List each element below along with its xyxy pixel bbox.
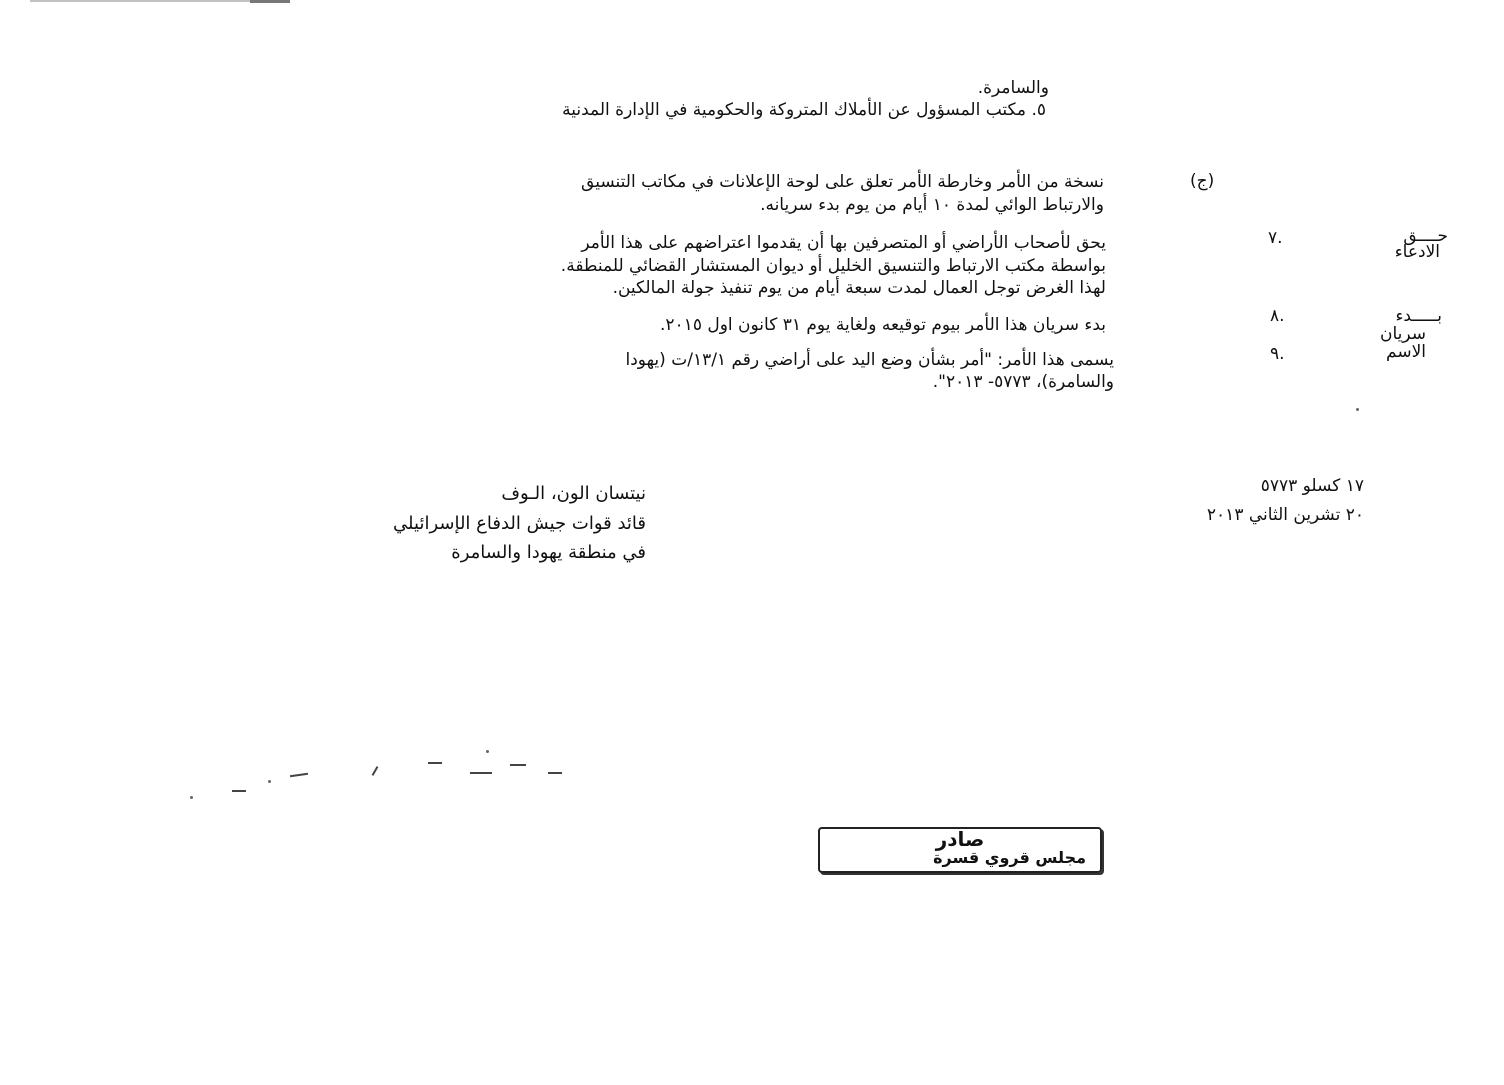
signature-dot	[268, 780, 271, 783]
section-7-line-1: يحق لأصحاب الأراضي أو المتصرفين بها أن يقدموا اعتراضهم على هذا الأمر	[581, 233, 1106, 253]
section-7-label-2: الادعاء	[1394, 242, 1440, 262]
signature-dot	[190, 796, 193, 799]
signature-mark	[428, 762, 442, 764]
signature-mark	[372, 766, 379, 776]
section-7-line-3: لهذا الغرض توجل العمال لمدت سبعة أيام من يوم تنفيذ جولة المالكين.	[612, 278, 1106, 298]
scan-edge-mark	[250, 0, 290, 6]
section-7-number: ٧.	[1268, 228, 1283, 248]
signatory-title-2: في منطقة يهودا والسامرة	[451, 542, 646, 563]
clause-c-line-1: نسخة من الأمر وخارطة الأمر تعلق على لوحة الإعلانات في مكاتب التنسيق	[581, 172, 1104, 192]
section-9-line-1: يسمى هذا الأمر: "أمر بشأن وضع اليد على أراضي رقم ١٣/١/ت (يهودا	[625, 350, 1114, 370]
section-9-number: ٩.	[1270, 344, 1285, 364]
signature-mark	[232, 790, 246, 792]
stamp-subtitle: مجلس قروي قسرة	[933, 848, 1086, 867]
signatory-name: نيتسان الون، الـوف	[501, 483, 646, 504]
hebrew-date: ١٧ كسلو ٥٧٧٣	[1260, 476, 1364, 496]
gregorian-date: ٢٠ تشرين الثاني ٢٠١٣	[1206, 505, 1364, 525]
signature-mark	[290, 773, 308, 777]
signature-dot	[486, 750, 489, 753]
official-stamp	[818, 827, 1102, 873]
list-item-5: ٥. مكتب المسؤول عن الأملاك المتروكة والحكومية في الإدارة المدنية	[562, 100, 1046, 120]
text-line-continuation: والسامرة.	[977, 78, 1049, 98]
stamp-title: صادر	[935, 827, 985, 851]
signature-mark	[548, 772, 562, 774]
section-7-line-2: بواسطة مكتب الارتباط والتنسيق الخليل أو ديوان المستشار القضائي للمنطقة.	[560, 256, 1106, 276]
clause-c-line-2: والارتباط الوائي لمدة ١٠ أيام من يوم بدء سريانه.	[760, 195, 1104, 215]
section-8-label: بـــــدء	[1395, 306, 1442, 326]
signatory-title-1: قائد قوات جيش الدفاع الإسرائيلي	[393, 513, 646, 534]
section-9-line-2: والسامرة)، ٥٧٧٣- ٢٠١٣".	[932, 372, 1114, 392]
signature-mark	[510, 764, 526, 766]
clause-marker: (ج)	[1190, 171, 1215, 191]
section-9-label: الاسم	[1386, 342, 1426, 362]
section-8-number: ٨.	[1270, 306, 1285, 326]
section-8-line-1: بدء سريان هذا الأمر بيوم توقيعه ولغاية يوم ٣١ كانون اول ٢٠١٥.	[660, 315, 1106, 335]
signature-mark	[470, 772, 492, 774]
section-7-label: حــــق	[1403, 226, 1448, 246]
scan-edge-mark	[30, 0, 280, 6]
section-8-label-2: سريان	[1379, 324, 1426, 344]
signature-dot	[1356, 408, 1359, 411]
